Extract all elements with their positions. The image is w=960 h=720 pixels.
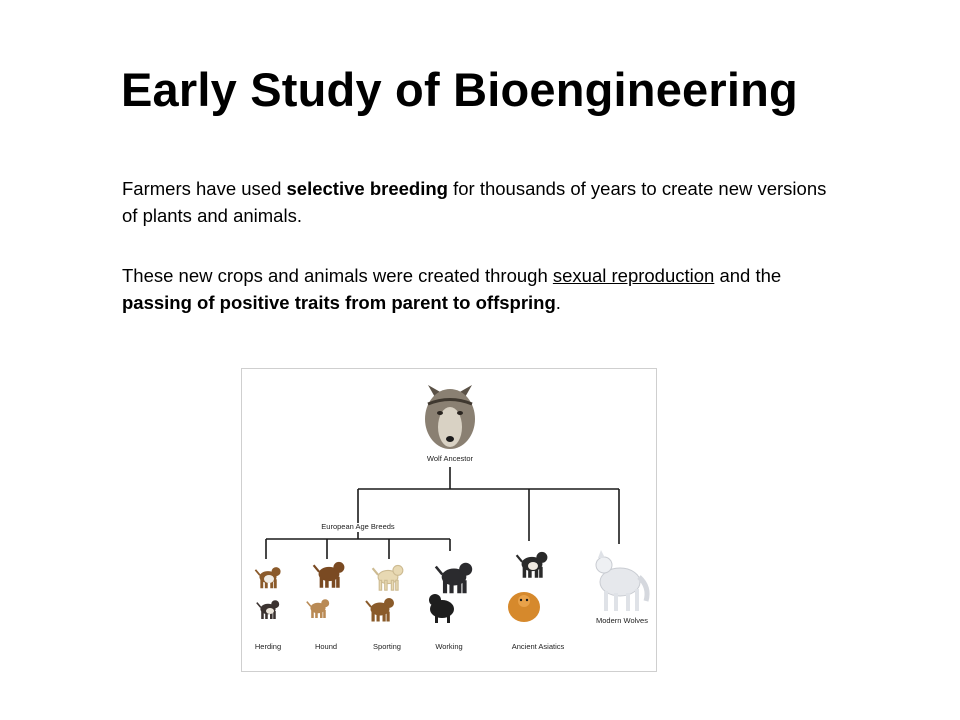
ancient-asiatics-dogs-image bbox=[508, 552, 547, 622]
european-age-breeds-label: European Age Breeds bbox=[321, 522, 395, 531]
tree-svg bbox=[242, 369, 656, 671]
sporting-label: Sporting bbox=[373, 642, 401, 651]
sporting-dogs-image bbox=[366, 565, 403, 621]
hound-label: Hound bbox=[314, 642, 338, 651]
dog-breed-tree-diagram bbox=[241, 368, 657, 672]
paragraph-sexual-reproduction bbox=[122, 262, 842, 316]
p1-text-end: for thousands of years to create new versions of plants and animals. bbox=[122, 178, 827, 226]
wolf-ancestor-image bbox=[425, 385, 475, 449]
slide-title: Early Study of Bioengineering bbox=[121, 63, 798, 116]
p2-text-start: These new crops and animals were created through bbox=[122, 265, 553, 286]
working-dogs-image bbox=[429, 563, 472, 623]
herding-dogs-image bbox=[255, 568, 280, 619]
p2-bold-passing-traits: passing of positive traits from parent to offspring bbox=[122, 292, 556, 313]
hound-dogs-image bbox=[307, 562, 344, 617]
modern-wolves-image bbox=[596, 550, 647, 611]
modern-wolves-label: Modern Wolves bbox=[596, 616, 648, 625]
p2-text-end: . bbox=[555, 292, 561, 313]
working-label: Working bbox=[435, 642, 463, 651]
root-label: Wolf Ancestor bbox=[426, 454, 474, 463]
herding-label: Herding bbox=[254, 642, 282, 651]
p1-text-start: Farmers have used bbox=[122, 178, 287, 199]
p2-underlined-sexual-reproduction: sexual reproduction bbox=[552, 265, 715, 286]
p1-bold-selective-breeding: selective breeding bbox=[286, 178, 448, 199]
paragraph-selective-breeding bbox=[122, 175, 842, 229]
tree-lines bbox=[266, 467, 619, 559]
ancient-asiatics-label: Ancient Asiatics bbox=[511, 642, 565, 651]
p2-text-middle: and the bbox=[714, 265, 782, 286]
